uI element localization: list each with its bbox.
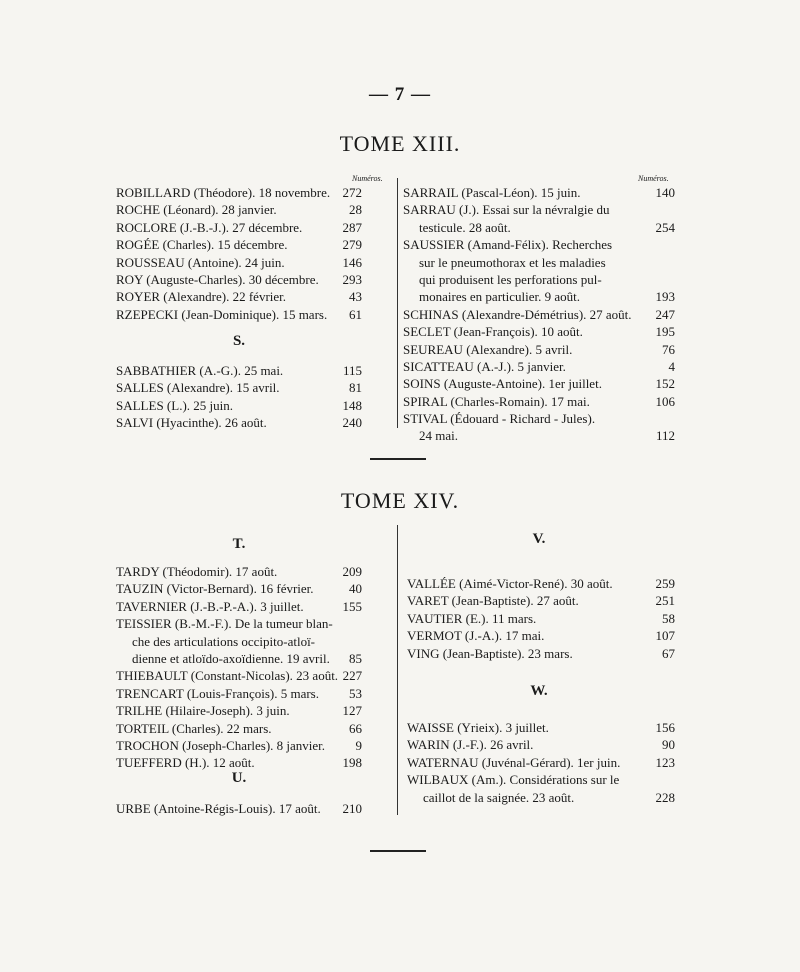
entry-name: SAUSSIER (Amand-Félix). Recherches <box>403 237 613 253</box>
list-item <box>116 184 362 201</box>
entry-name: RZEPECKI (Jean-Dominique). 15 mars. <box>116 306 328 322</box>
entry-number: 228 <box>655 789 675 805</box>
entry-number: 195 <box>655 324 675 340</box>
entry-number: 81 <box>349 380 362 396</box>
entry-number: 115 <box>342 363 362 378</box>
letter-t: T. <box>232 536 246 552</box>
entry-name: ROGÉE (Charles). 15 décembre. <box>116 237 288 253</box>
entry-number: 279 <box>342 237 362 253</box>
section-divider <box>370 458 426 460</box>
entry-name: STIVAL (Édouard - Richard - Jules). <box>403 411 596 427</box>
entry-number: 43 <box>349 289 362 305</box>
entry-name: qui produisent les perforations pul- <box>419 271 602 287</box>
entry-name: TRENCART (Louis-François). 5 mars. <box>116 685 319 701</box>
list-item <box>403 288 675 305</box>
numeros-label-right: Numéros. <box>638 174 669 183</box>
list-item <box>116 271 362 288</box>
entry-name: SCHINAS (Alexandre-Démétrius). 27 août. <box>403 306 632 322</box>
list-item <box>116 288 362 305</box>
entry-name: ROCHE (Léonard). 28 janvier. <box>116 202 277 218</box>
column-divider <box>397 178 398 428</box>
entry-name: TUEFFERD (H.). 12 août. <box>116 755 255 771</box>
list-item <box>407 789 675 806</box>
entry-name: SABBATHIER (A.-G.). 25 mai. <box>116 363 284 378</box>
entry-number: 76 <box>662 341 675 357</box>
list-item <box>407 627 675 644</box>
entry-number: 123 <box>655 754 675 770</box>
entry-number: 4 <box>668 358 675 374</box>
entry-number: 90 <box>662 737 675 753</box>
entry-name: SARRAIL (Pascal-Léon). 15 juin. <box>403 185 581 200</box>
entry-name: WAISSE (Yrieix). 3 juillet. <box>407 720 549 735</box>
list-item <box>407 592 675 609</box>
entry-number: 293 <box>342 271 362 287</box>
entry-name: TROCHON (Joseph-Charles). 8 janvier. <box>116 737 326 753</box>
list-item <box>403 323 675 340</box>
entry-number: 28 <box>349 202 362 218</box>
entry-number: 152 <box>655 376 675 392</box>
entry-name: SICATTEAU (A.-J.). 5 janvier. <box>403 358 566 374</box>
list-item <box>403 410 675 427</box>
list-item <box>407 754 675 771</box>
entry-number: 156 <box>655 720 675 735</box>
entry-number: 40 <box>349 581 362 597</box>
tome13-left-list-s <box>116 362 362 432</box>
list-item <box>403 184 675 201</box>
list-item <box>403 254 675 271</box>
entry-name: VING (Jean-Baptiste). 23 mars. <box>407 645 573 661</box>
tome-xiv-title: TOME XIV. <box>340 488 460 513</box>
entry-name: TEISSIER (B.-M.-F.). De la tumeur blan- <box>116 616 333 632</box>
entry-name: TRILHE (Hilaire-Joseph). 3 juin. <box>116 703 290 719</box>
entry-number: 112 <box>655 428 675 444</box>
entry-number: 251 <box>655 593 675 609</box>
entry-name: URBE (Antoine-Régis-Louis). 17 août. <box>116 801 321 816</box>
list-item <box>116 615 362 632</box>
list-item <box>403 341 675 358</box>
entry-name: SALLES (L.). 25 juin. <box>116 397 233 413</box>
list-item <box>116 306 362 323</box>
entry-name: SALLES (Alexandre). 15 avril. <box>116 380 280 396</box>
list-item <box>403 427 675 444</box>
letter-w: W. <box>530 683 548 699</box>
list-item <box>116 650 362 667</box>
list-item <box>403 201 675 218</box>
entry-name: ROBILLARD (Théodore). 18 novembre. <box>116 185 331 200</box>
tome14-right-list-v <box>407 575 675 662</box>
entry-number: 210 <box>342 801 362 816</box>
list-item <box>116 362 362 379</box>
entry-number: 146 <box>342 254 362 270</box>
entry-name: dienne et atloïdo-axoïdienne. 19 avril. <box>132 650 330 666</box>
entry-name: testicule. 28 août. <box>419 219 511 235</box>
tome14-left-list-u <box>116 800 362 817</box>
tome13-right-list-s <box>403 184 675 445</box>
entry-name: ROUSSEAU (Antoine). 24 juin. <box>116 254 285 270</box>
entry-name: 24 mai. <box>419 428 458 444</box>
entry-number: 106 <box>655 393 675 409</box>
entry-name: VALLÉE (Aimé-Victor-René). 30 août. <box>407 576 613 591</box>
letter-s: S. <box>232 333 246 349</box>
entry-name: SPIRAL (Charles-Romain). 17 mai. <box>403 393 590 409</box>
entry-name: VERMOT (J.-A.). 17 mai. <box>407 628 545 644</box>
entry-number: 198 <box>342 755 362 771</box>
page-number: — 7 — <box>369 84 431 105</box>
letter-v: V. <box>532 531 546 547</box>
list-item <box>116 397 362 414</box>
tome13-left-list-r <box>116 184 362 323</box>
entry-name: sur le pneumothorax et les maladies <box>419 254 606 270</box>
entry-name: SOINS (Auguste-Antoine). 1er juillet. <box>403 376 602 392</box>
entry-name: SEUREAU (Alexandre). 5 avril. <box>403 341 573 357</box>
list-item <box>116 598 362 615</box>
entry-name: TORTEIL (Charles). 22 mars. <box>116 720 272 736</box>
entry-name: ROY (Auguste-Charles). 30 décembre. <box>116 271 319 287</box>
list-item <box>403 306 675 323</box>
entry-number: 254 <box>655 219 675 235</box>
entry-number: 259 <box>655 576 675 591</box>
entry-number: 148 <box>342 397 362 413</box>
list-item <box>116 254 362 271</box>
entry-name: SECLET (Jean-François). 10 août. <box>403 324 583 340</box>
entry-number: 67 <box>662 645 675 661</box>
entry-name: WATERNAU (Juvénal-Gérard). 1er juin. <box>407 754 621 770</box>
numeros-label-left: Numéros. <box>352 174 383 183</box>
list-item <box>116 379 362 396</box>
entry-name: caillot de la saignée. 23 août. <box>423 789 575 805</box>
entry-number: 127 <box>342 703 362 719</box>
list-item <box>407 610 675 627</box>
entry-number: 155 <box>342 598 362 614</box>
list-item <box>116 633 362 650</box>
tome-xiii-title: TOME XIII. <box>339 131 461 156</box>
entry-number: 247 <box>655 306 675 322</box>
list-item <box>407 575 675 592</box>
entry-number: 287 <box>342 219 362 235</box>
entry-name: VAUTIER (E.). 11 mars. <box>407 610 537 626</box>
bottom-divider <box>370 850 426 852</box>
entry-number: 209 <box>342 564 362 579</box>
entry-name: che des articulations occipito-atloï- <box>132 633 316 649</box>
list-item <box>407 719 675 736</box>
entry-number: 66 <box>349 720 362 736</box>
entry-number: 9 <box>355 737 362 753</box>
entry-number: 240 <box>342 415 362 431</box>
list-item <box>116 737 362 754</box>
list-item <box>116 720 362 737</box>
list-item <box>116 236 362 253</box>
entry-number: 61 <box>349 306 362 322</box>
entry-name: TAUZIN (Victor-Bernard). 16 février. <box>116 581 314 597</box>
entry-number: 58 <box>662 610 675 626</box>
entry-number: 193 <box>655 289 675 305</box>
list-item <box>403 236 675 253</box>
entry-name: SARRAU (J.). Essai sur la névralgie du <box>403 202 610 218</box>
entry-number: 53 <box>349 685 362 701</box>
list-item <box>116 702 362 719</box>
entry-name: WARIN (J.-F.). 26 avril. <box>407 737 534 753</box>
entry-name: TARDY (Théodomir). 17 août. <box>116 564 278 579</box>
entry-name: WILBAUX (Am.). Considérations sur le <box>407 772 620 788</box>
entry-name: monaires en particulier. 9 août. <box>419 289 581 305</box>
list-item <box>116 201 362 218</box>
entry-name: ROYER (Alexandre). 22 février. <box>116 289 287 305</box>
list-item <box>116 685 362 702</box>
entry-number: 140 <box>655 185 675 200</box>
letter-u: U. <box>231 770 247 786</box>
tome14-right-list-w <box>407 719 675 806</box>
list-item <box>407 645 675 662</box>
list-item <box>407 736 675 753</box>
list-item <box>403 219 675 236</box>
entry-number: 227 <box>342 668 363 684</box>
list-item <box>403 271 675 288</box>
list-item <box>116 414 362 431</box>
list-item <box>403 393 675 410</box>
list-item <box>116 563 362 580</box>
entry-number: 85 <box>349 650 362 666</box>
tome14-left-list-t <box>116 563 362 772</box>
entry-name: TAVERNIER (J.-B.-P.-A.). 3 juillet. <box>116 598 304 614</box>
entry-name: ROCLORE (J.-B.-J.). 27 décembre. <box>116 219 303 235</box>
list-item <box>116 667 362 684</box>
list-item <box>403 375 675 392</box>
list-item <box>403 358 675 375</box>
entry-name: SALVI (Hyacinthe). 26 août. <box>116 415 267 431</box>
entry-number: 272 <box>342 185 362 200</box>
list-item <box>116 580 362 597</box>
list-item <box>116 219 362 236</box>
entry-number: 107 <box>655 628 675 644</box>
list-item <box>116 800 362 817</box>
entry-name: THIEBAULT (Constant-Nicolas). 23 août. <box>116 668 339 684</box>
column-divider-2 <box>397 525 398 815</box>
list-item <box>407 771 675 788</box>
entry-name: VARET (Jean-Baptiste). 27 août. <box>407 593 579 609</box>
